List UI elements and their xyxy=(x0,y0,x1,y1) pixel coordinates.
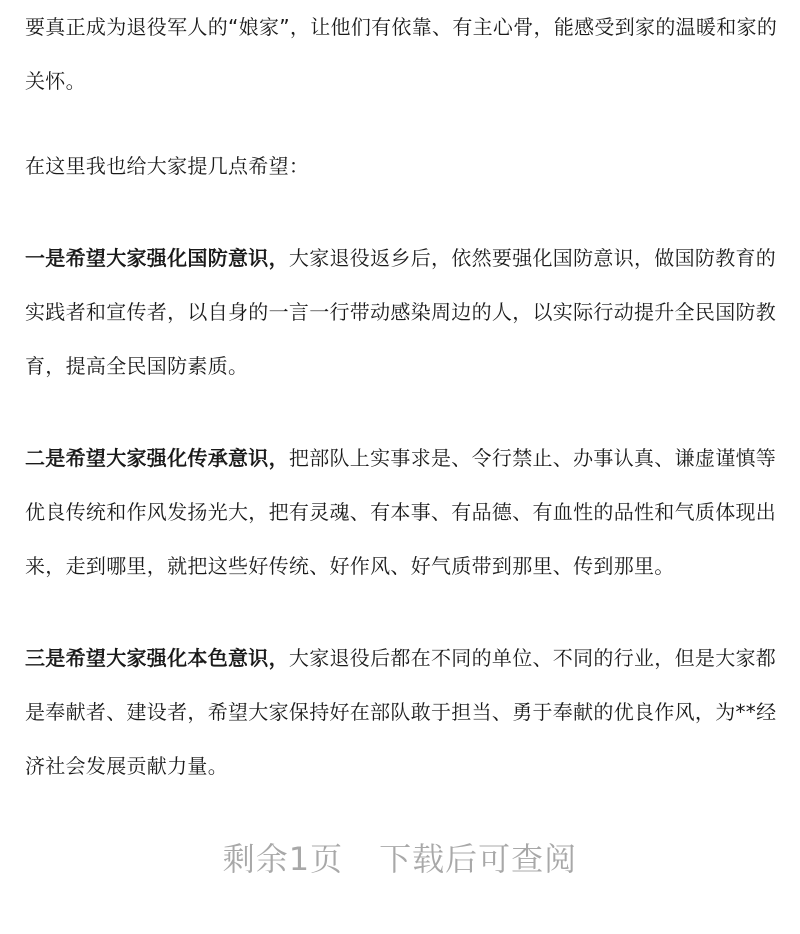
paragraph-2 xyxy=(25,139,785,193)
paragraph-3-lead: 一是希望大家强化国防意识， xyxy=(25,246,289,270)
document-body xyxy=(25,0,785,793)
paragraph-1-text: 要真正成为退役军人的“娘家”，让他们有依靠、有主心骨，能感受到家的温暖和家的关怀。 xyxy=(25,15,778,93)
paragraph-3-text: 大家退役返乡后，依然要强化国防意识，做国防教育的实践者和宣传者，以自身的一言一行带动感染周边的人，以实际行动提升全民国防教育，提高全民国防素质。 xyxy=(25,246,777,378)
paragraph-2-text: 在这里我也给大家提几点希望： xyxy=(25,154,310,178)
paragraph-5-lead: 三是希望大家强化本色意识， xyxy=(25,646,289,670)
remaining-pages-label: 剩余1页 xyxy=(222,840,344,878)
paragraph-5 xyxy=(25,631,785,793)
paragraph-5-text: 大家退役后都在不同的单位、不同的行业，但是大家都是奉献者、建设者，希望大家保持好在部队敢于担当、勇于奉献的优良作风，为**经济社会发展贡献力量。 xyxy=(25,646,777,778)
paragraph-4-lead: 二是希望大家强化传承意识， xyxy=(25,446,289,470)
remaining-pages-banner[interactable] xyxy=(0,834,800,880)
download-hint-label: 下载后可查阅 xyxy=(379,840,578,878)
paragraph-4-text: 把部队上实事求是、令行禁止、办事认真、谦虚谨慎等优良传统和作风发扬光大，把有灵魂、有本事、有品德、有血性的品性和气质体现出来，走到哪里，就把这些好传统、好作风、好气质带到那里、传到那里。 xyxy=(25,446,777,578)
paragraph-3 xyxy=(25,231,785,393)
paragraph-1 xyxy=(25,0,785,108)
paragraph-4 xyxy=(25,431,785,593)
